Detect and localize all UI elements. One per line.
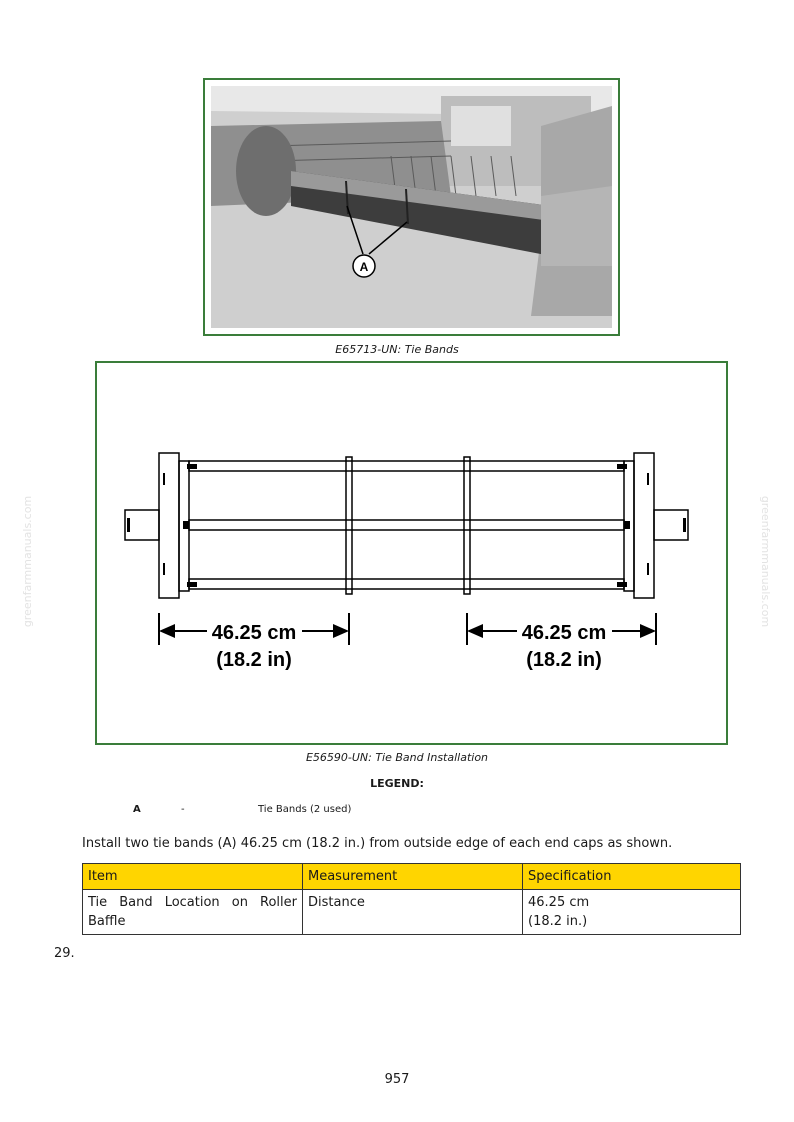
figure2-caption: E56590-UN: Tie Band Installation — [305, 751, 489, 764]
left-end-cap — [159, 453, 179, 598]
tie-band-right — [464, 457, 470, 594]
top-tube — [189, 461, 624, 471]
watermark-right: greenfarmmanuals.com — [759, 495, 773, 628]
right-dimension-metric: 46.25 cm — [521, 622, 607, 644]
instruction-text: Install two tie bands (A) 46.25 cm (18.2 in.) from outside edge of each end caps as shown. — [82, 836, 673, 851]
middle-tube — [189, 520, 624, 530]
cell-item: Tie Band Location on Roller Baffle — [83, 890, 303, 935]
diagram-figure-frame — [95, 361, 728, 745]
right-shaft — [654, 510, 688, 540]
figure1-caption: E65713-UN: Tie Bands — [335, 343, 459, 356]
legend-item-description: Tie Bands (2 used) — [258, 804, 352, 815]
tie-band-left — [346, 457, 352, 594]
header-specification: Specification — [523, 864, 741, 890]
legend-item-dash: - — [181, 804, 185, 815]
tie-bands-photo — [211, 86, 612, 328]
step-number: 29. — [54, 946, 75, 961]
spec-imperial: (18.2 in.) — [528, 914, 588, 929]
spec-table-header-row — [83, 864, 741, 890]
watermark-left: greenfarmmanuals.com — [21, 495, 35, 628]
tie-bands-photo-illustration — [211, 86, 612, 328]
page-number: 957 — [384, 1072, 410, 1087]
right-dimension-imperial: (18.2 in) — [526, 649, 602, 671]
left-shaft — [125, 510, 159, 540]
cell-specification — [523, 890, 741, 935]
left-dimension-imperial: (18.2 in) — [216, 649, 292, 671]
legend-item-letter: A — [133, 804, 141, 815]
photo-callout-a: A — [359, 260, 369, 274]
spec-table — [82, 863, 741, 935]
table-row — [83, 890, 741, 935]
header-item: Item — [83, 864, 303, 890]
spec-metric: 46.25 cm — [528, 895, 590, 910]
bottom-tube — [189, 579, 624, 589]
tie-band-installation-diagram — [97, 363, 726, 743]
photo-figure-frame — [203, 78, 620, 336]
cell-measurement: Distance — [303, 890, 523, 935]
header-measurement: Measurement — [303, 864, 523, 890]
legend-title: LEGEND: — [370, 777, 424, 790]
left-dimension-metric: 46.25 cm — [211, 622, 297, 644]
right-end-cap — [634, 453, 654, 598]
